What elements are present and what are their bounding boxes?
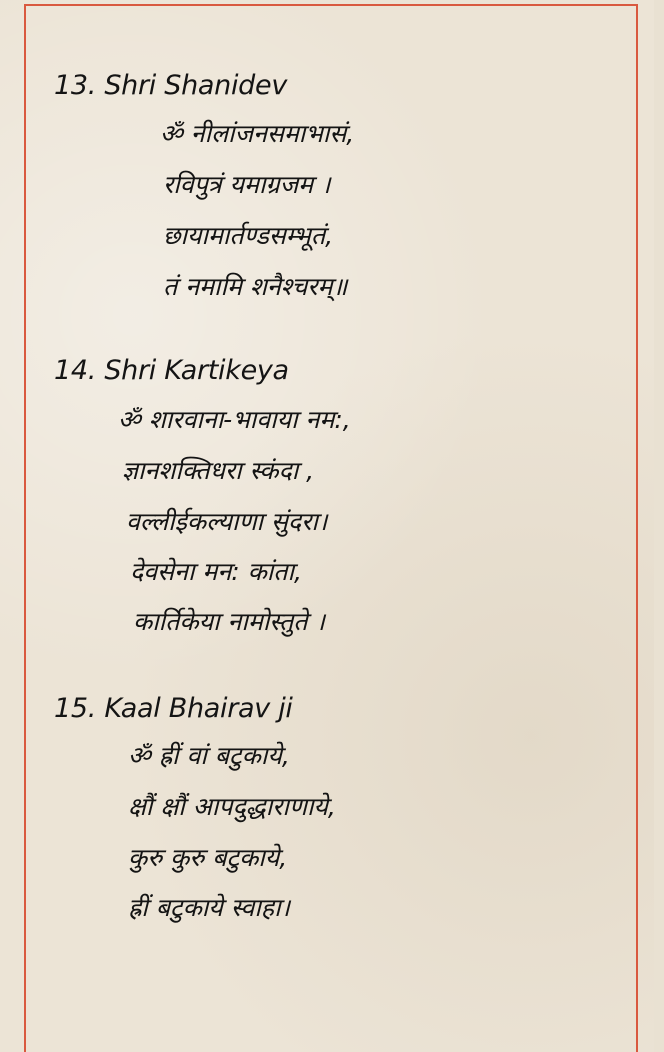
mantra-line: ॐ नीलांजनसमाभासं,	[160, 119, 355, 148]
mantra-line: ह्रीं बटुकाये स्वाहा।	[128, 893, 291, 922]
decorative-border-frame	[24, 4, 638, 1052]
mantra-line: कार्तिकेया नामोस्तुते ।	[133, 607, 325, 636]
mantra-line: देवसेना मन: कांता,	[130, 557, 302, 586]
section-heading-kartikeya: 14. Shri Kartikeya	[54, 355, 289, 386]
mantra-line: क्षौं क्षौं आपदुद्धाराणाये,	[128, 792, 336, 821]
page-edge	[654, 0, 664, 1052]
mantra-line: वल्लीईकल्याणा सुंदरा।	[126, 507, 328, 536]
section-heading-shanidev: 13. Shri Shanidev	[54, 70, 287, 101]
mantra-line: तं नमामि शनैश्चरम्॥	[163, 272, 348, 301]
mantra-line: कुरु कुरु बटुकाये,	[128, 843, 288, 872]
mantra-line: रविपुत्रं यमाग्रजम ।	[163, 170, 331, 199]
section-heading-kaal-bhairav: 15. Kaal Bhairav ji	[54, 693, 293, 724]
mantra-line: ज्ञानशक्तिधरा स्कंदा ,	[122, 456, 315, 485]
mantra-line: ॐ शारवाना-भावाया नम:,	[118, 405, 351, 434]
mantra-line: छायामार्तण्डसम्भूतं,	[163, 221, 334, 250]
mantra-line: ॐ ह्रीं वां बटुकाये,	[128, 741, 290, 770]
